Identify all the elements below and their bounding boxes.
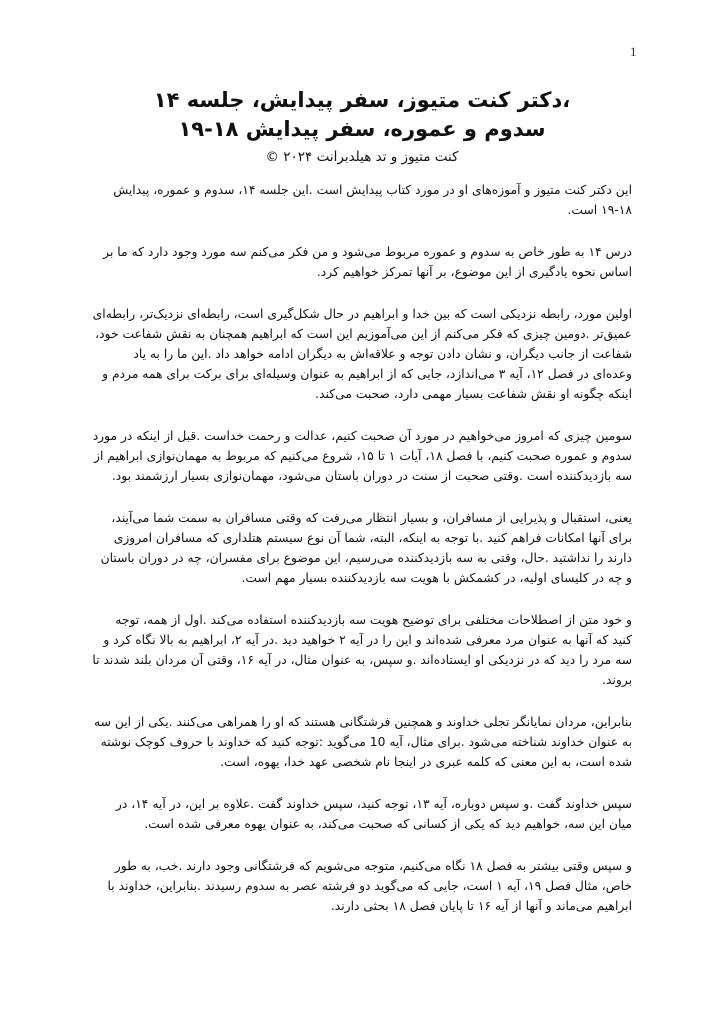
document-body bbox=[92, 180, 632, 938]
paragraph: اولین مورد، رابطه نزدیکی است که بین خدا و ابراهیم در حال شکل‌گیری است، رابطه‌ای نزدیک‌تر، رابطه‌ای عمیق‌تر .دومین چیزی که فکر می‌کنم از این می‌آموزیم این است که ابراهیم همچنان به نقش شفاعت خود، شفاعت از جانب دیگران، و نشان دادن توجه و علاقه‌اش به دیگران ادامه خواهد داد .این ما را به یاد وعده‌ای در فصل ۱۲، آیه ۳ می‌اندازد، جایی که از ابراهیم به عنوان وسیله‌ای برای برکت برای همه مردم و اینکه چگونه او نقش شفاعت بسیار مهمی دارد، صحبت می‌کند. bbox=[92, 307, 632, 401]
title-line-2: سدوم و عموره، سفر پیدایش ۱۸-۱۹ bbox=[178, 117, 546, 141]
page-number: 1 bbox=[630, 44, 637, 59]
paragraph: سومین چیزی که امروز می‌خواهیم در مورد آن صحبت کنیم، عدالت و رحمت خداست .قبل از اینکه در مورد سدوم و عموره صحبت کنیم، با فصل ۱۸، آیات ۱ تا ۱۵، شروع می‌کنیم که مربوط به مهمان‌نوازی ابراهیم از سه بازدیدکننده است .وقتی صحبت از سنت در دوران باستان می‌شود، مهمان‌نوازی بسیار ارزشمند بود. bbox=[92, 429, 632, 483]
paragraph: این دکتر کنت متیوز و آموزه‌های او در مورد کتاب پیدایش است .این جلسه ۱۴، سدوم و عموره، پیدایش ۱۸-۱۹ است. bbox=[113, 183, 632, 217]
paragraph: بنابراین، مردان نمایانگر تجلی خداوند و همچنین فرشتگانی هستند که او را همراهی می‌کنند .یکی از این سه به عنوان خداوند شناخته می‌شود .برای مثال، آیه 10 می‌گوید :توجه کنید که خداوند با حروف کوچک نوشته شده است، به این معنی که کلمه عبری در اینجا نام شخصی عهد خدا، یهوه، است. bbox=[94, 715, 632, 769]
paragraph: درس ۱۴ به طور خاص به سدوم و عموره مربوط می‌شود و من فکر می‌کنم سه مورد وجود دارد که ما بر اساس نحوه یادگیری از این موضوع، بر آنها تمرکز خواهیم کرد. bbox=[103, 245, 632, 279]
paragraph: یعنی، استقبال و پذیرایی از مسافران، و بسیار انتظار می‌رفت که وقتی مسافران به سمت شما می‌آیند، برای آنها امکانات فراهم کنید .با توجه به اینکه، البته، شما آن نوع سیستم هتلداری که مسافران امروزی دارند را نداشتید .حال، وقتی به سه بازدیدکننده می‌رسیم، این موضوع برای مفسران، چه در دوران باستان و چه در کلیسای اولیه، در کشمکش با هویت سه بازدیدکننده بسیار مهم است. bbox=[100, 511, 632, 585]
document-header bbox=[0, 86, 724, 168]
paragraph: و سپس وقتی بیشتر به فصل ۱۸ نگاه می‌کنیم، متوجه می‌شویم که فرشتگانی وجود دارند .خب، به طور خاص، مثال فصل ۱۹، آیه ۱ است، جایی که می‌گوید دو فرشته عصر به سدوم رسیدند .بنابراین، خداوند با ابراهیم می‌ماند و آنها از آیه ۱۶ تا پایان فصل ۱۸ بحثی دارند. bbox=[107, 859, 632, 913]
paragraph: سپس خداوند گفت .و سپس دوباره، آیه ۱۳، توجه کنید، سپس خداوند گفت .علاوه بر این، در آیه ۱۴، در میان این سه، خواهیم دید که یکی از کسانی که صحبت می‌کند، به عنوان یهوه معرفی شده است. bbox=[115, 797, 632, 831]
paragraph: و خود متن از اصطلاحات مختلفی برای توضیح هویت سه بازدیدکننده استفاده می‌کند .اول از همه، توجه کنید که آنها به عنوان مرد معرفی شده‌اند و این را در آیه ۲ خواهید دید .در آیه ۲، ابراهیم به بالا نگاه کرد و سه مرد را دید که در نزدیکی او ایستاده‌اند .و سپس، به عنوان مثال، در آیه ۱۶، وقتی آن مردان بلند شدند تا بروند. bbox=[92, 613, 632, 687]
author-copyright: کنت متیوز و تد هیلدبرانت ۲۰۲۴ © bbox=[265, 149, 459, 165]
title-line-1: ،دکتر کنت متیوز، سفر پیدایش، جلسه ۱۴ bbox=[153, 88, 571, 112]
